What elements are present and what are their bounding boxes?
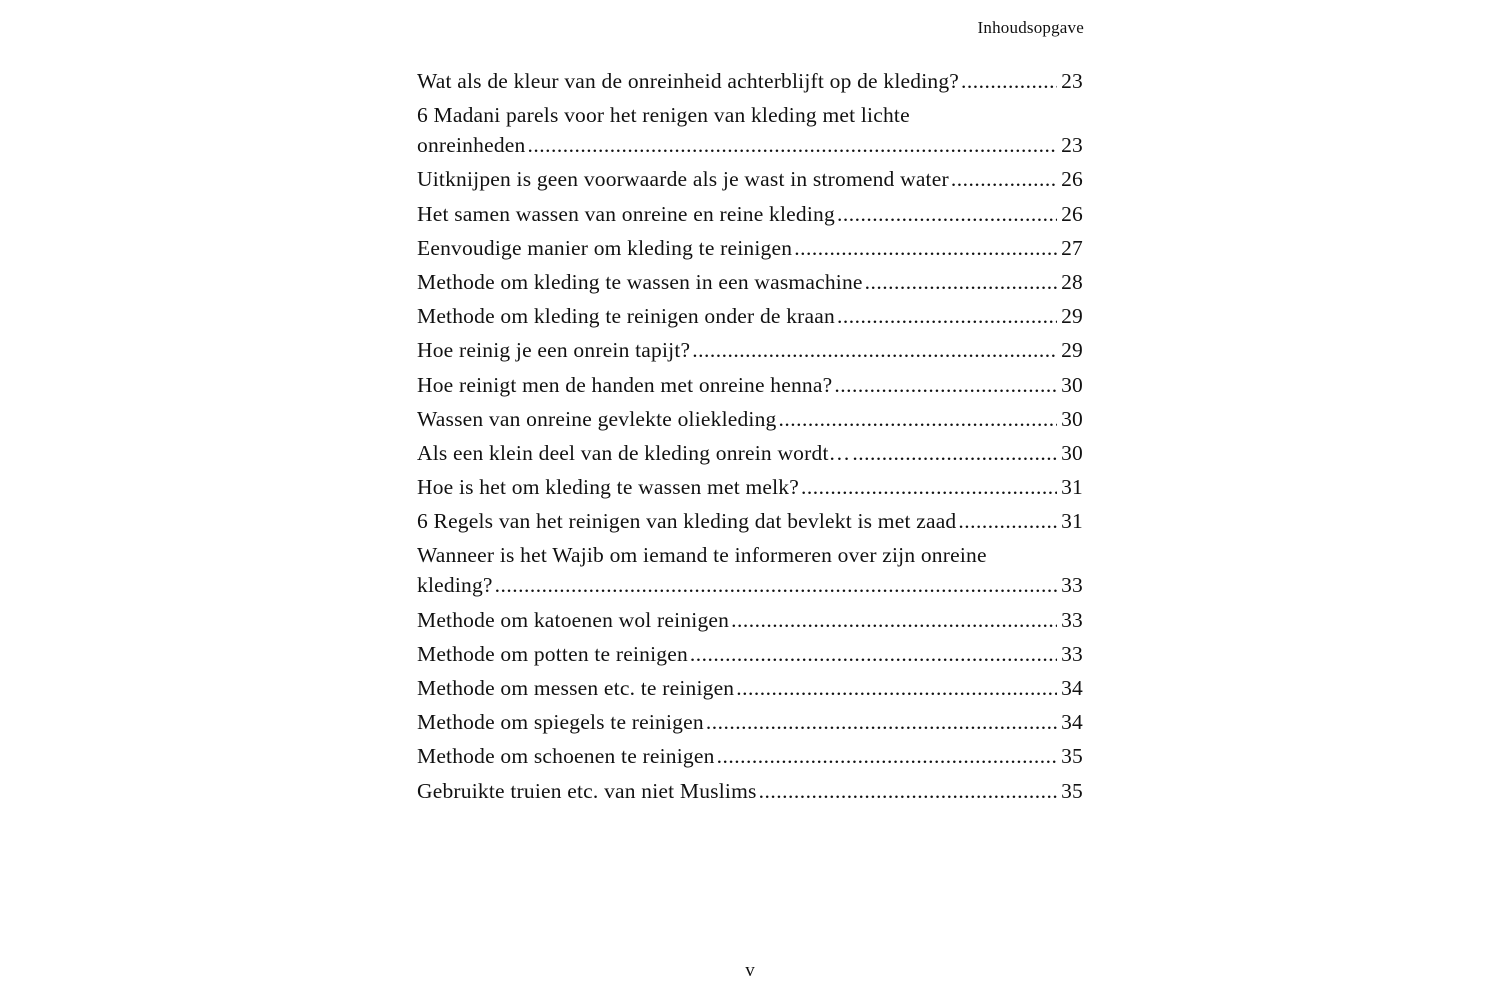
- toc-entry-title: Wat als de kleur van de onreinheid achterblijft op de kleding?: [417, 69, 960, 93]
- toc-line: [417, 66, 1083, 96]
- toc-line: [417, 404, 1083, 434]
- toc-entry-page: 29: [1061, 338, 1083, 363]
- toc-entry-title: Als een klein deel van de kleding onrein wordt…: [417, 440, 851, 465]
- dot-leader: [958, 506, 1057, 536]
- toc-entry[interactable]: [417, 707, 1083, 737]
- toc-entry-page: 31: [1061, 509, 1083, 534]
- toc-line: [417, 472, 1083, 502]
- dot-leader: [731, 605, 1057, 635]
- dot-leader: [794, 233, 1057, 263]
- toc-entry[interactable]: [417, 267, 1083, 297]
- toc-entry-title: Het samen wassen van onreine en reine kleding: [417, 201, 835, 226]
- toc-entry-page: 23: [1061, 69, 1083, 93]
- toc-entry[interactable]: [417, 335, 1083, 365]
- toc-entry-title: Methode om kleding te reinigen onder de kraan: [417, 304, 835, 329]
- toc-entry-title-line1: Wanneer is het Wajib om iemand te informeren over zijn onreine: [417, 543, 987, 568]
- toc-entry-title: kleding?: [417, 573, 493, 598]
- dot-leader: [779, 404, 1058, 434]
- toc-entry-page: 33: [1061, 573, 1083, 598]
- toc-entry-page: 34: [1061, 710, 1083, 735]
- toc-line: [417, 301, 1083, 331]
- toc-line: [417, 370, 1083, 400]
- dot-leader: [717, 741, 1058, 771]
- toc-entry[interactable]: [417, 100, 1083, 160]
- toc-entry-page: 33: [1061, 641, 1083, 666]
- toc-entry-page: 30: [1061, 372, 1083, 397]
- toc-entry-page: 33: [1061, 607, 1083, 632]
- toc-line: [417, 707, 1083, 737]
- page-number: v: [745, 960, 755, 981]
- toc-line: [417, 130, 1083, 160]
- toc-entry-title: Methode om katoenen wol reinigen: [417, 607, 730, 632]
- toc-entry[interactable]: [417, 506, 1083, 536]
- toc-entry-page: 31: [1061, 475, 1083, 500]
- dot-leader: [865, 267, 1057, 297]
- toc-entry[interactable]: [417, 233, 1083, 263]
- dot-leader: [690, 639, 1057, 669]
- dot-leader: [706, 707, 1057, 737]
- toc-entry-page: 30: [1061, 406, 1083, 431]
- toc-entry-title-line1: 6 Madani parels voor het renigen van kleding met lichte: [417, 103, 910, 128]
- dot-leader: [834, 370, 1057, 400]
- dot-leader: [801, 472, 1057, 502]
- toc-line: [417, 639, 1083, 669]
- toc-line: [417, 673, 1083, 703]
- toc-line: [417, 267, 1083, 297]
- toc-entry-title: Wassen van onreine gevlekte oliekleding: [417, 406, 777, 431]
- dot-leader: [961, 66, 1057, 96]
- toc-entry-page: 34: [1061, 676, 1083, 700]
- toc-entry-title: 6 Regels van het reinigen van kleding dat bevlekt is met zaad: [417, 509, 957, 534]
- toc-entry[interactable]: [417, 301, 1083, 331]
- toc-entry[interactable]: [417, 472, 1083, 502]
- table-of-contents: [417, 66, 1083, 810]
- toc-entry-title: Hoe reinigt men de handen met onreine henna?: [417, 372, 833, 397]
- toc-entry-page: 23: [1061, 133, 1083, 158]
- dot-leader: [692, 335, 1057, 365]
- toc-line: [417, 335, 1083, 365]
- toc-entry[interactable]: [417, 540, 1083, 600]
- toc-entry[interactable]: [417, 776, 1083, 806]
- toc-entry-page: 27: [1061, 235, 1083, 260]
- toc-entry-page: 35: [1061, 744, 1083, 769]
- toc-entry-page: 26: [1061, 201, 1083, 226]
- toc-entry-page: 26: [1061, 167, 1083, 192]
- toc-line: [417, 506, 1083, 536]
- toc-entry-page: 28: [1061, 269, 1083, 294]
- toc-entry[interactable]: [417, 199, 1083, 229]
- dot-leader: [852, 438, 1057, 468]
- dot-leader: [759, 776, 1058, 806]
- toc-entry-title: Gebruikte truien etc. van niet Muslims: [417, 778, 757, 803]
- toc-entry[interactable]: [417, 605, 1083, 635]
- toc-line: [417, 164, 1083, 194]
- toc-entry[interactable]: [417, 673, 1083, 703]
- toc-line: [417, 741, 1083, 771]
- dot-leader: [736, 673, 1057, 703]
- toc-entry[interactable]: [417, 370, 1083, 400]
- toc-line: [417, 199, 1083, 229]
- toc-line: [417, 570, 1083, 600]
- toc-entry-title: onreinheden: [417, 133, 526, 158]
- toc-entry-title: Methode om schoenen te reinigen: [417, 744, 715, 769]
- toc-entry-title: Eenvoudige manier om kleding te reinigen: [417, 235, 793, 260]
- toc-entry[interactable]: [417, 741, 1083, 771]
- dot-leader: [527, 130, 1057, 160]
- toc-entry-title: Methode om potten te reinigen: [417, 641, 688, 666]
- dot-leader: [837, 301, 1057, 331]
- toc-entry-page: 29: [1061, 304, 1083, 329]
- toc-entry-page: 30: [1061, 440, 1083, 465]
- dot-leader: [495, 570, 1057, 600]
- running-header: Inhoudsopgave: [977, 18, 1084, 37]
- toc-entry-title: Methode om messen etc. te reinigen: [417, 676, 735, 700]
- toc-entry-title: Methode om kleding te wassen in een wasmachine: [417, 269, 863, 294]
- toc-entry[interactable]: [417, 404, 1083, 434]
- toc-entry[interactable]: [417, 164, 1083, 194]
- dot-leader: [837, 199, 1057, 229]
- toc-entry-title: Hoe reinig je een onrein tapijt?: [417, 338, 691, 363]
- toc-entry-title: Uitknijpen is geen voorwaarde als je wast in stromend water: [417, 167, 949, 192]
- toc-line: [417, 776, 1083, 806]
- toc-entry-page: 35: [1061, 778, 1083, 803]
- dot-leader: [951, 164, 1057, 194]
- toc-entry-title: Hoe is het om kleding te wassen met melk?: [417, 475, 799, 500]
- toc-entry[interactable]: [417, 66, 1083, 96]
- toc-entry[interactable]: [417, 639, 1083, 669]
- toc-line: [417, 233, 1083, 263]
- toc-line: [417, 605, 1083, 635]
- toc-line: [417, 438, 1083, 468]
- toc-entry-title: Methode om spiegels te reinigen: [417, 710, 704, 735]
- toc-entry[interactable]: [417, 438, 1083, 468]
